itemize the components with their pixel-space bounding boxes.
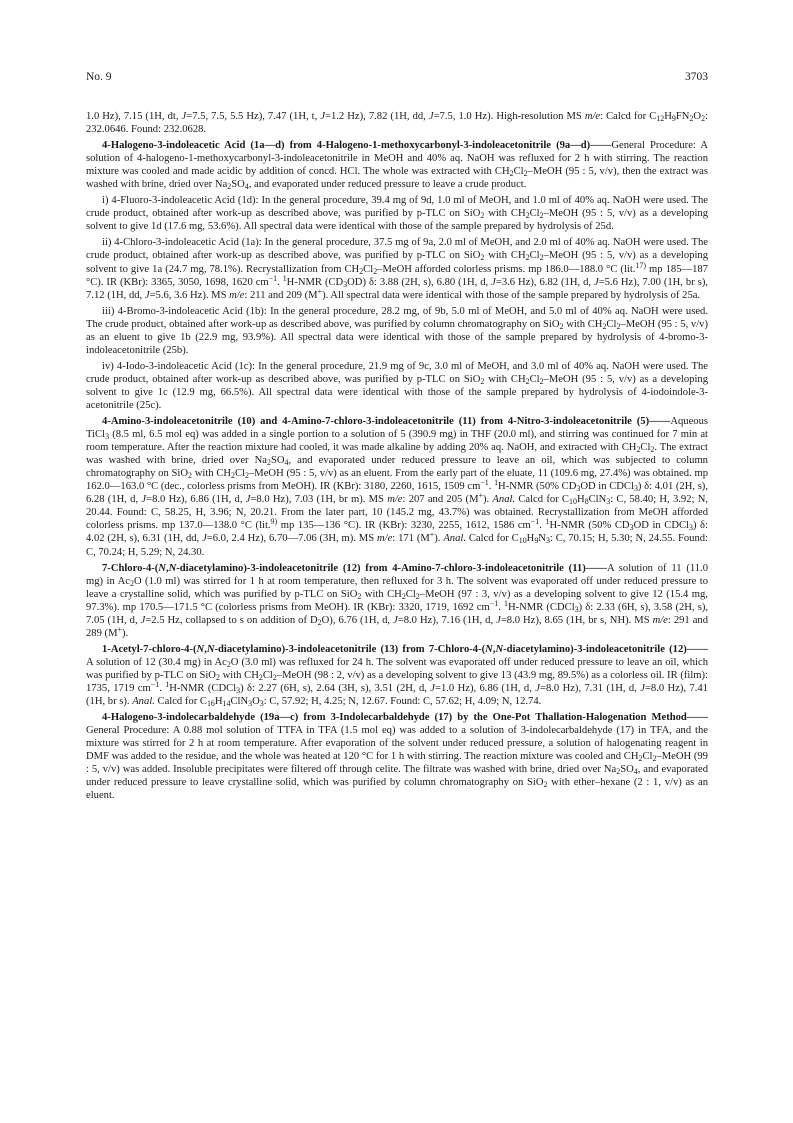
paragraph-fluoro: [86, 194, 708, 233]
procedure-text: A solution of 12 (30.4 mg) in $Ac_2O$ (3.0 ml) was refluxed for 24 h. The solvent was evaporated off under reduced pressure to leave an oil, which was purified by p-TLC on SiO$_2$ with $CH_2Cl_2$–MeOH (98 : 2, v/v) as a developing solvent to give 13 (43.9 mg, 89.5%) as a colorless oil. IR (film): 1735, 1719 $cm^{-1}$. $^1$H-NMR (CDCl$_3$) δ: 2.27 (6H, s), 2.64 (3H, s), 3.51 (2H, d, J=1.0 Hz), 6.86 (1H, d, J=8.0 Hz), 7.31 (1H, d, J=8.0 Hz), 7.41 (1H, br s). Anal. Calcd for $C_{16}H_{14}ClN_3O_3$: C, 57.92; H, 4.25; N, 12.67. Found: C, 57.62; H, 4.09; N, 12.74.: [86, 656, 708, 709]
article-body: [86, 110, 708, 802]
procedure-text: Aqueous TiCl$_3$ (8.5 ml, 6.5 mol eq) was added in a single portion to a solution of 5 (390.9 mg) in THF (20.0 ml), and stirring was continued for 7 min at room temperature. After the reaction mixture had cooled, it was made alkaline by adding 20% aq. NaOH, and extracted with $CH_2Cl_2$. The extract was washed with brine, dried over $Na_2SO_4$, and evaporated under reduced pressure to leave an oil, which was subjected to column chromatography on SiO$_2$ with $CH_2Cl_2$–MeOH (95 : 5, v/v) as an eluent. From the early part of the eluate, 11 (109.6 mg, 27.4%) was obtained. mp 162.0—163.0 °C (dec., colorless prisms from MeOH). IR (KBr): 3180, 2260, 1615, 1509 $cm^{-1}$. $^1$H-NMR (50% $CD_3OD$ in CDCl$_3$) δ: 4.01 (2H, s), 6.28 (1H, d, J=8.0 Hz), 6.86 (1H, d, J=8.0 Hz), 7.03 (1H, br m). MS m/e: 207 and 205 (M+). Anal. Calcd for $C_{10}H_8ClN_3$: C, 58.40; H, 3.92; N, 20.44. Found: C, 58.25, H, 3.96; N, 20.21. From the later part, 10 (145.2 mg, 43.7%) was obtained. Recrystallization from MeOH afforded colorless prisms. mp 137.0—138.0 °C (lit.$^{9)}$ mp 135—136 °C). IR (KBr): 3230, 2255, 1612, 1586 $cm^{-1}$. $^1$H-NMR (50% $CD_3OD$ in CDCl$_3$) δ: 4.02 (2H, s), 6.31 (1H, dd, J=6.0, 2.4 Hz), 6.70—7.06 (3H, m). MS m/e: 171 (M+). Anal. Calcd for $C_{10}H_9N_3$: C, 70.15; H, 5.30; N, 24.55. Found: C, 70.24; H, 5.29; N, 24.30.: [86, 416, 709, 558]
page-number: 3703: [685, 71, 708, 83]
procedure-text: 1.0 Hz), 7.15 (1H, dt, J=7.5, 7.5, 5.5 Hz), 7.47 (1H, t, J=1.2 Hz), 7.82 (1H, dd, J=7.5, 1.0 Hz). High-resolution MS m/e: Calcd for $C_{12}H_9FN_2O_2$: 232.0646. Found: 232.0628.: [86, 111, 708, 136]
procedure-text: iii) 4-Bromo-3-indoleacetic Acid (1b): In the general procedure, 28.2 mg, of 9b, 5.0 ml of MeOH, and 5.0 ml of 40% aq. NaOH were used. The crude product, obtained after work-up as described above, was purified by column chromatography on SiO$_2$ with $CH_2Cl_2$–MeOH (95 : 5, v/v) as an eluent to give 1b (22.9 mg, 93.9%). All spectral data were identical with those of the sample prepared by hydrolysis of 4-bromo-3-indoleacetonitrile (25b).: [86, 305, 708, 356]
procedure-heading: 4-Halogeno-3-indolecarbaldehyde (19a—c) from 3-Indolecarbaldehyde (17) by the One-Pot Thallation-Halogenation Method——: [102, 712, 708, 724]
paragraph-general-procedure: [86, 139, 708, 191]
procedure-heading: 4-Amino-3-indoleacetonitrile (10) and 4-Amino-7-chloro-3-indoleacetonitrile (11) from 4-Nitro-3-indoleacetonitrile (5)——: [102, 416, 671, 428]
journal-issue-number: No. 9: [86, 71, 112, 83]
procedure-text: i) 4-Fluoro-3-indoleacetic Acid (1d): In the general procedure, 39.4 mg of 9d, 1.0 ml of MeOH, and 1.0 ml of 40% aq. NaOH were used. The crude product, obtained after work-up as described above, was purified by p-TLC on SiO$_2$ with $CH_2Cl_2$–MeOH (95 : 5, v/v) as a developing solvent to give 1d (17.6 mg, 53.6%). All spectral data were identical with those of the sample prepared by hydrolysis of 25d.: [86, 195, 708, 233]
paragraph-iodo: [86, 360, 708, 412]
paragraph-thallation: [86, 711, 708, 802]
paragraph-continuation: [86, 110, 708, 136]
paragraph-acetyl: [86, 643, 708, 708]
procedure-text: A solution of 11 (11.0 mg) in $Ac_2O$ (1.0 ml) was stirred for 1 h at room temperature, then refluxed for 3 h. The solvent was evaporated off under reduced pressure to leave a crystalline solid, which was purified by p-TLC on SiO$_2$ with $CH_2Cl_2$–MeOH (97 : 3, v/v) as a developing solvent to give 12 (15.4 mg, 97.3%). mp 170.5—171.5 °C (colorless prisms from MeOH). IR (KBr): 3320, 1719, 1692 $cm^{-1}$. $^1$H-NMR (CDCl$_3$) δ: 2.33 (6H, s), 3.58 (2H, s), 7.05 (1H, d, J=2.5 Hz, collapsed to s on addition of $D_2O$), 6.76 (1H, d, J=8.0 Hz), 7.16 (1H, d, J=8.0 Hz), 8.65 (1H, br s, NH). MS m/e: 291 and 289 (M+).: [86, 562, 709, 639]
procedure-text: General Procedure: A 0.88 mol solution of TTFA in TFA (1.5 mol eq) was added to a solution of 3-indolecarbaldehyde (17) in TFA, and the mixture was stirred for 2 h at room temperature. After evaporation of the solvent under reduced pressure, a solution of halogenating reagent in DMF was added to the residue, and the whole was heated at 120 °C for 1 h with stirring. The reaction mixture was cooled and $CH_2Cl_2$–MeOH (99 : 5, v/v) was added. Insoluble precipitates were filtered off through celite. The filtrate was washed with brine, dried over $Na_2SO_4$, and evaporated under reduced pressure to leave crystalline solid, which was purified by column chromatography on SiO$_2$ with ether–hexane (2 : 1, v/v) as an eluent.: [86, 725, 708, 802]
procedure-text: iv) 4-Iodo-3-indoleacetic Acid (1c): In the general procedure, 21.9 mg of 9c, 3.0 ml of MeOH, and 3.0 ml of 40% aq. NaOH were used. The crude product, obtained after work-up as described above, was purified by p-TLC on SiO$_2$ with $CH_2Cl_2$–MeOH (95 : 5, v/v) as a developing solvent to give 1c (12.9 mg, 66.5%). All spectral data were identical with those of the sample prepared by hydrolysis of 4-iodoindole-3-acetonitrile (25c).: [86, 360, 708, 411]
procedure-text: General Procedure: A solution of 4-halogeno-1-methoxycarbonyl-3-indoleacetonitrile in MeOH and 40% aq. NaOH was refluxed for 2 h with stirring. The reaction mixture was cooled and made acidic by addition of concd. HCl. The whole was extracted with $CH_2Cl_2$–MeOH (95 : 5, v/v), then the extract was washed with brine, dried over $Na_2SO_4$, and evaporated under reduced pressure to leave a crude product.: [86, 140, 708, 192]
paragraph-amino: [86, 415, 708, 559]
paragraph-chloro: [86, 236, 708, 301]
procedure-text: ii) 4-Chloro-3-indoleacetic Acid (1a): In the general procedure, 37.5 mg of 9a, 2.0 ml of MeOH, and 2.0 ml of 40% aq. NaOH were used. The crude product, obtained after work-up as described above, was purified by p-TLC on SiO$_2$ with $CH_2Cl_2$–MeOH (95 : 5, v/v) as a developing solvent to give 1a (24.7 mg, 78.1%). Recrystallization from $CH_2Cl_2$–MeOH afforded colorless prisms. mp 186.0—188.0 °C (lit.$^{17)}$ mp 185—187 °C). IR (KBr): 3365, 3050, 1698, 1620 $cm^{-1}$. $^1$H-NMR $(CD_3OD)$ δ: 3.88 (2H, s), 6.80 (1H, d, J=3.6 Hz), 6.82 (1H, d, J=5.6 Hz), 7.00 (1H, br s), 7.12 (1H, dd, J=5.6, 3.6 Hz). MS m/e: 211 and 209 (M+). All spectral data were identical with those of the sample prepared by hydrolysis of 25a.: [86, 237, 708, 301]
paragraph-bromo: [86, 305, 708, 357]
procedure-heading: 1-Acetyl-7-chloro-4-(N,N-diacetylamino)-3-indoleacetonitrile (13) from 7-Chloro-4-(N,N-diacetylamino)-3-indoleacetonitrile (12)——: [102, 643, 708, 655]
procedure-heading: 7-Chloro-4-(N,N-diacetylamino)-3-indoleacetonitrile (12) from 4-Amino-7-chloro-3-indoleacetonitrile (11)——: [102, 562, 607, 574]
procedure-heading: 4-Halogeno-3-indoleacetic Acid (1a—d) from 4-Halogeno-1-methoxycarbonyl-3-indoleacetonitrile (9a—d)——: [102, 140, 612, 152]
paragraph-diacetylamino: [86, 562, 708, 640]
